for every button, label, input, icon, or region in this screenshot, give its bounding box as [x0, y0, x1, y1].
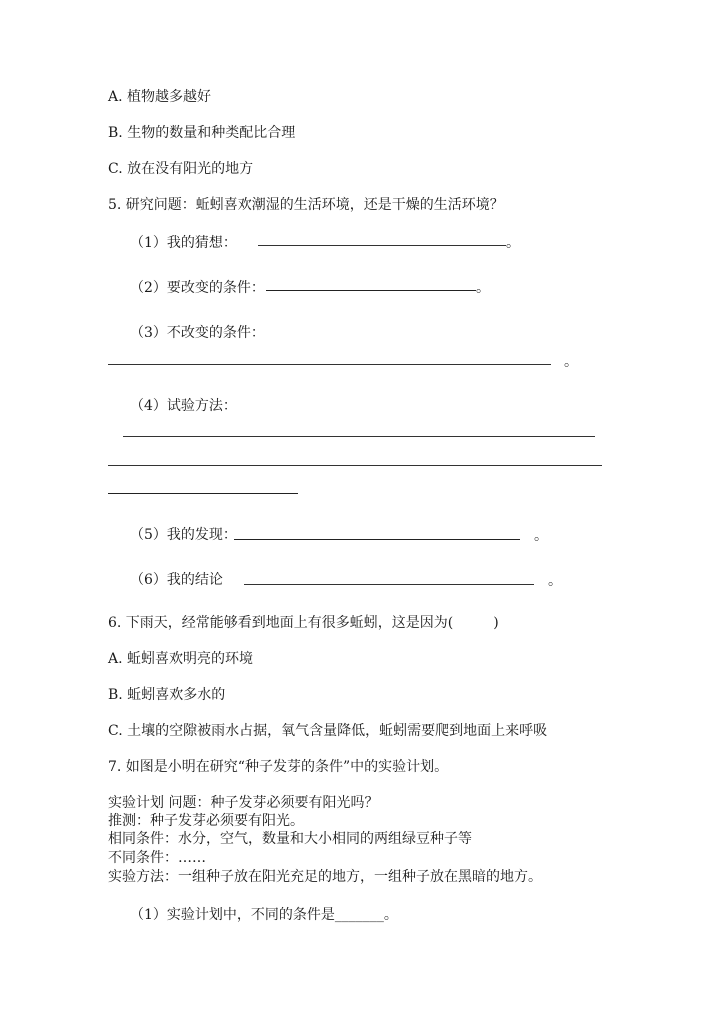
q5-part6-period: 。	[548, 573, 562, 589]
q5-part6-label: （6）我的结论	[130, 572, 223, 588]
q6-question	[108, 614, 499, 632]
q5-part5-answer-line[interactable]	[234, 539, 520, 540]
q5-question: 5. 研究问题：蚯蚓喜欢潮湿的生活环境，还是干燥的生活环境？	[108, 197, 504, 213]
q6-option-c: C. 土壤的空隙被雨水占据，氧气含量降低，蚯蚓需要爬到地面上来呼吸	[108, 723, 548, 739]
q5-part4-label: （4）试验方法：	[130, 398, 237, 414]
q4-option-a: A. 植物越多越好	[108, 89, 212, 105]
q7-plan-line-1: 实验计划 问题：种子发芽必须要有阳光吗？	[108, 795, 379, 811]
q7-plan-line-3: 相同条件：水分，空气，数量和大小相同的两组绿豆种子等	[108, 831, 472, 847]
q5-part3-label: （3）不改变的条件：	[130, 325, 265, 341]
q7-plan-line-4: 不同条件：……	[108, 850, 206, 866]
q4-option-c: C. 放在没有阳光的地方	[108, 161, 254, 177]
q5-part1-answer-line[interactable]	[258, 245, 506, 246]
q5-part4-answer-line-1[interactable]	[123, 436, 595, 437]
q5-part6-answer-line[interactable]	[244, 584, 534, 585]
q5-part4-answer-line-2[interactable]	[108, 465, 602, 466]
q6-question-prefix: 6. 下雨天，经常能够看到地面上有很多蚯蚓，这是因为(	[108, 615, 454, 631]
q6-option-a: A. 蚯蚓喜欢明亮的环境	[108, 651, 254, 667]
q5-part2-answer-line[interactable]	[266, 290, 476, 291]
q5-part3-answer-line[interactable]	[108, 364, 551, 365]
q5-part2-period: 。	[476, 280, 490, 296]
q5-part1-period: 。	[506, 235, 520, 251]
q5-part1-label: （1）我的猜想：	[130, 235, 237, 251]
q5-part4-answer-line-3[interactable]	[108, 493, 298, 494]
q7-plan-line-2: 推测：种子发芽必须要有阳光。	[108, 813, 304, 829]
q5-part5-label: （5）我的发现：	[130, 527, 237, 543]
q4-option-b: B. 生物的数量和种类配比合理	[108, 125, 296, 141]
q5-part2-label: （2）要改变的条件：	[130, 280, 265, 296]
q6-option-b: B. 蚯蚓喜欢多水的	[108, 687, 226, 703]
q7-question: 7. 如图是小明在研究“种子发芽的条件”中的实验计划。	[108, 759, 449, 775]
q5-part5-period: 。	[534, 528, 548, 544]
q6-question-suffix: )	[493, 615, 499, 631]
q5-part3-period: 。	[564, 354, 578, 370]
q7-subquestion-1: （1）实验计划中，不同的条件是_______。	[130, 907, 398, 923]
q7-plan-line-5: 实验方法：一组种子放在阳光充足的地方，一组种子放在黑暗的地方。	[108, 869, 542, 885]
